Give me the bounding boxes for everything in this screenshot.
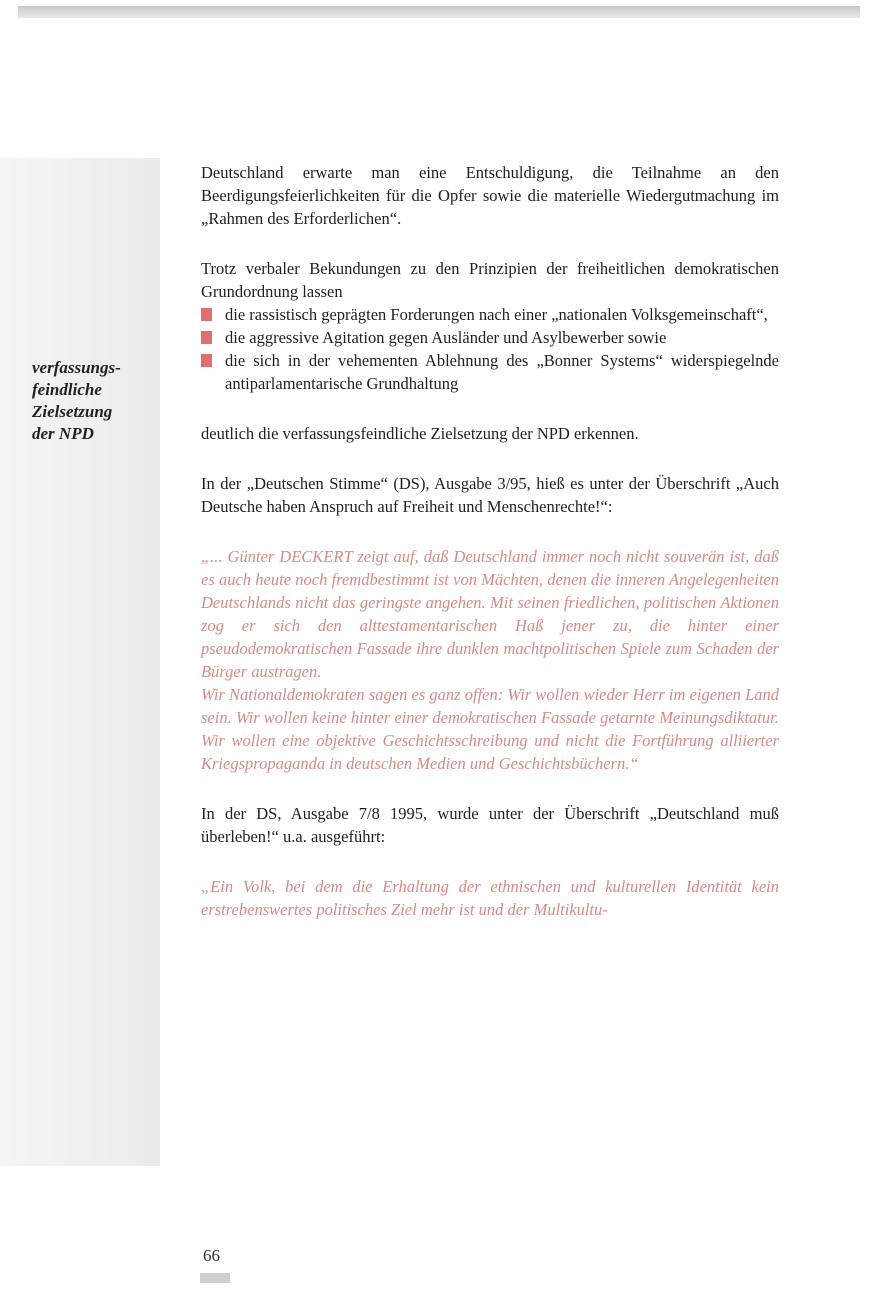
margin-sidebar — [0, 158, 160, 1166]
list-item-text: die aggressive Agitation gegen Ausländer und Asylbewerber sowie — [225, 328, 667, 347]
quote-paragraph: „... Günter DECKERT zeigt auf, daß Deutschland immer noch nicht souverän ist, daß es auch heute noch fremdbestimmt ist von Mächten, denen die inneren Angelegenheiten Deutschlands nicht das geringste angehen. Mit seinen friedlichen, politischen Aktionen zog er sich den alttestamentarischen Haß jener zu, die hinter einer pseudodemokratischen Fassade ihre dunklen machtpolitischen Spiele zum Schaden der Bürger austragen. — [201, 547, 779, 681]
paragraph: Trotz verbaler Bekundungen zu den Prinzipien der freiheitlichen demokratischen Grundordnung lassen — [201, 259, 779, 301]
quote-block — [201, 545, 779, 775]
page-footer-mark — [200, 1273, 230, 1283]
margin-note-line: feindliche — [32, 380, 102, 399]
margin-note-line: Zielsetzung — [32, 402, 113, 421]
top-rule — [18, 6, 860, 18]
paragraph: In der „Deutschen Stimme“ (DS), Ausgabe 3/95, hieß es unter der Überschrift „Auch Deutsche haben Anspruch auf Freiheit und Menschenrechte!“: — [201, 474, 779, 516]
list-item — [201, 303, 779, 326]
bullet-square-icon — [201, 354, 212, 367]
bullet-square-icon — [201, 308, 212, 321]
margin-note-line: der NPD — [32, 424, 94, 443]
paragraph: Deutschland erwarte man eine Entschuldigung, die Teilnahme an den Beerdigungsfeierlichkeiten für die Opfer sowie die materielle Wiedergutmachung im „Rahmen des Erforderlichen“. — [201, 163, 779, 228]
list-item-text: die sich in der vehementen Ablehnung des „Bonner Systems“ widerspiegelnde antiparlamentarische Grundhaltung — [225, 351, 779, 393]
quote-paragraph: Wir wollen eine objektive Geschichtsschreibung und nicht die Fortführung alliierter Kriegspropaganda in deutschen Medien und Geschichtsbüchern.“ — [201, 731, 779, 773]
quote-paragraph: „Ein Volk, bei dem die Erhaltung der ethnischen und kulturellen Identität kein erstrebenswertes politisches Ziel mehr ist und der Multikultu- — [201, 877, 779, 919]
quote-paragraph: Wir Nationaldemokraten sagen es ganz offen: Wir wollen wieder Herr im eigenen Land sein. Wir wollen keine hinter einer demokratischen Fassade getarnte Meinungsdiktatur. — [201, 685, 779, 727]
list-item — [201, 326, 779, 349]
paragraph: In der DS, Ausgabe 7/8 1995, wurde unter der Überschrift „Deutschland muß überleben!“ u.a. ausgeführt: — [201, 804, 779, 846]
page-number: 66 — [203, 1246, 220, 1265]
quote-block — [201, 875, 779, 921]
bullet-list — [201, 303, 779, 395]
list-item — [201, 349, 779, 395]
main-text — [201, 161, 779, 921]
paragraph: deutlich die verfassungsfeindliche Zielsetzung der NPD erkennen. — [201, 424, 639, 443]
list-item-text: die rassistisch geprägten Forderungen nach einer „nationalen Volksgemeinschaft“, — [225, 305, 768, 324]
margin-note — [32, 357, 152, 445]
bullet-square-icon — [201, 331, 212, 344]
margin-note-line: verfassungs- — [32, 358, 121, 377]
